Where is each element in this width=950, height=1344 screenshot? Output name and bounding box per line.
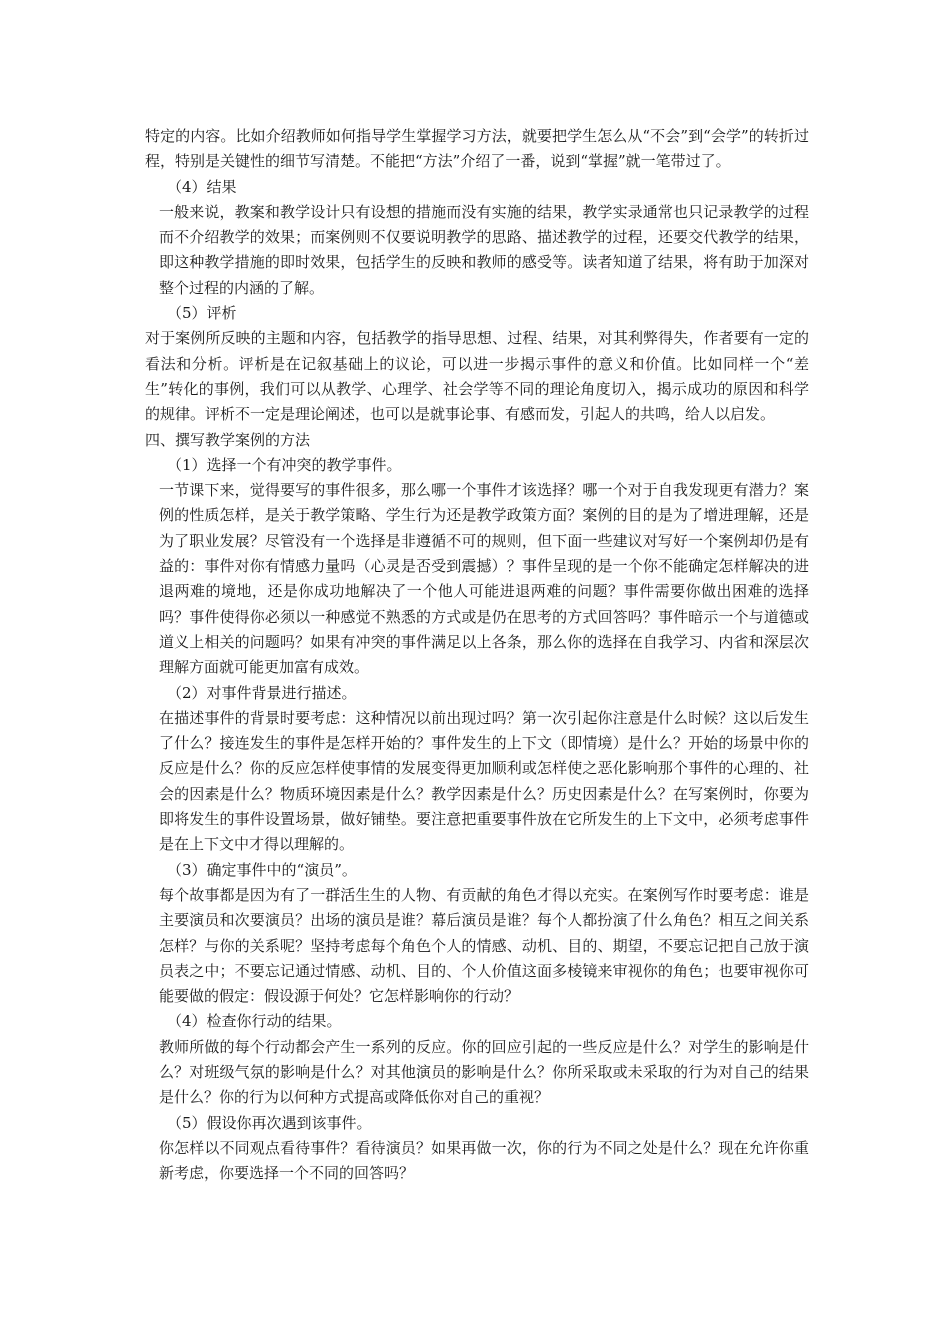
- paragraph-actors: 每个故事都是因为有了一群活生生的人物、有贡献的角色才得以充实。在案例写作时要考虑：谁是主要演员和次要演员？出场的演员是谁？幕后演员是谁？每个人都扮演了什么角色？相互之间关系怎样？与你的关系呢？坚持考虑每个角色个人的情感、动机、目的、期望，不要忘记把自己放于演员表之中；不要忘记通过情感、动机、目的、个人价值这面多棱镜来审视你的角色；也要审视你可能要做的假定：假设源于何处？它怎样影响你的行动？: [159, 885, 809, 1006]
- paragraph-choose-event: 一节课下来，觉得要写的事件很多，那么哪一个事件才该选择？哪一个对于自我发现更有潜力？案例的性质怎样，是关于教学策略、学生行为还是教学政策方面？案例的目的是为了增进理解，还是为了职业发展？尽管没有一个选择是非遵循不可的规则，但下面一些建议对写好一个案例却仍是有益的：事件对你有情感力量吗（心灵是否受到震撼）？事件呈现的是一个你不能确定怎样解决的进退两难的境地，还是你成功地解决了一个他人可能进退两难的问题？事件需要你做出困难的选择吗？事件使得你必须以一种感觉不熟悉的方式或是仍在思考的方式回答吗？事件暗示一个与道德或道义上相关的问题吗？如果有冲突的事件满足以上各条，那么你的选择在自我学习、内省和深层次理解方面就可能更加富有成效。: [159, 481, 809, 677]
- paragraph-result: 一般来说，教案和教学设计只有设想的措施而没有实施的结果，教学实录通常也只记录教学的过程而不介绍教学的效果；而案例则不仅要说明教学的思路、描述教学的过程，还要交代教学的结果，即这种教学措施的即时效果，包括学生的反映和教师的感受等。读者知道了结果，将有助于加深对整个过程的内涵的了解。: [159, 202, 809, 297]
- paragraph-background: 在描述事件的背景时要考虑：这种情况以前出现过吗？第一次引起你注意是什么时候？这以后发生了什么？接连发生的事件是怎样开始的？事件发生的上下文（即情境）是什么？开始的场景中你的反应是什么？你的反应怎样使事情的发展变得更加顺利或怎样使之恶化影响那个事件的心理的、社会的因素是什么？物质环境因素是什么？教学因素是什么？历史因素是什么？在写案例时，你要为即将发生的事件设置场景，做好铺垫。要注意把重要事件放在它所发生的上下文中，必须考虑事件是在上下文中才得以理解的。: [159, 708, 809, 854]
- section-heading-writing-method: 四、撰写教学案例的方法: [145, 430, 311, 449]
- document-page: [145, 124, 809, 1186]
- heading-check-results: （4）检查你行动的结果。: [167, 1012, 342, 1031]
- heading-actors: （3）确定事件中的“演员”。: [167, 860, 357, 879]
- paragraph-analysis: 对于案例所反映的主题和内容，包括教学的指导思想、过程、结果，对其利弊得失，作者要有一定的看法和分析。评析是在记叙基础上的议论，可以进一步揭示事件的意义和价值。比如同样一个“差生”转化的事例，我们可以从教学、心理学、社会学等不同的理论角度切入，揭示成功的原因和科学的规律。评析不一定是理论阐述，也可以是就事论事、有感而发，引起人的共鸣，给人以启发。: [145, 329, 809, 424]
- heading-analysis: （5）评析: [167, 304, 237, 323]
- paragraph-check-results: 教师所做的每个行动都会产生一系列的反应。你的回应引起的一些反应是什么？对学生的影响是什么？对班级气氛的影响是什么？对其他演员的影响是什么？你所采取或未采取的行为对自己的结果是什么？你的行为以何种方式提高或降低你对自己的重视？: [159, 1037, 809, 1107]
- paragraph-assume-again: 你怎样以不同观点看待事件？看待演员？如果再做一次，你的行为不同之处是什么？现在允许你重新考虑，你要选择一个不同的回答吗？: [159, 1138, 809, 1183]
- heading-assume-again: （5）假设你再次遇到该事件。: [167, 1113, 372, 1132]
- heading-result: （4）结果: [167, 177, 237, 196]
- heading-background: （2）对事件背景进行描述。: [167, 683, 357, 702]
- paragraph-method-detail: 特定的内容。比如介绍教师如何指导学生掌握学习方法，就要把学生怎么从“不会”到“会学”的转折过程，特别是关键性的细节写清楚。不能把“方法”介绍了一番，说到“掌握”就一笔带过了。: [145, 127, 809, 171]
- heading-choose-event: （1）选择一个有冲突的教学事件。: [167, 455, 402, 474]
